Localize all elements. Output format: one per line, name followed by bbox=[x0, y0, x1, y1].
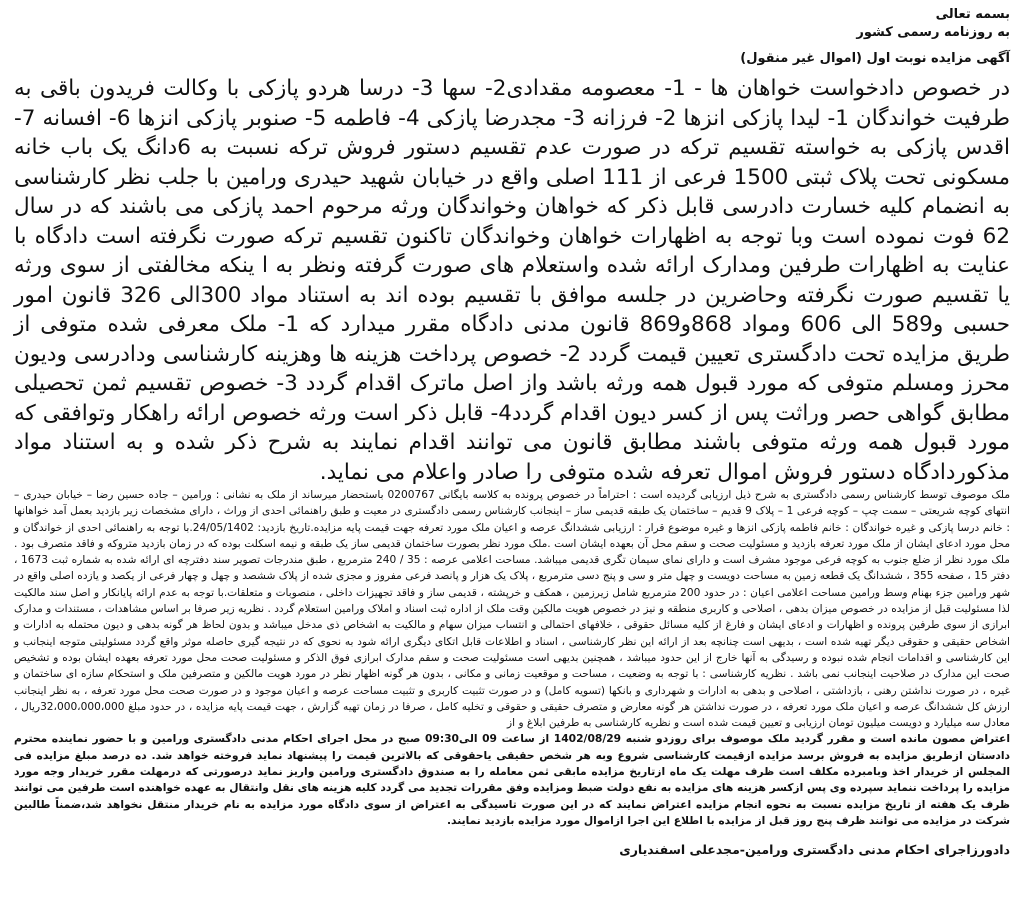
newspaper-address: به روزنامه رسمی کشور bbox=[856, 25, 1010, 40]
signature-line: دادورزاجرای احکام مدنی دادگستری ورامین-مجدعلی اسفندیاری bbox=[619, 842, 1010, 858]
court-ruling-paragraph: در خصوص دادخواست خواهان ها - 1- معصومه مقدادی2- سها 3- درسا هردو پازکی با وکالت فریدون باقی به طرفیت خواندگان 1- لیدا پازکی انزها 2- فرزانه 3- مجدرضا پازکی 4- فاطمه 5- صنوبر پازکی انزها 6- افسانه 7- اقدس پازکی به خواسته تقسیم ترکه در صورت عدم تقسیم دستور فروش ترکه نسبت به 6دانگ یک باب خانه مسکونی تحت پلاک ثبتی 1500 فرعی از 111 اصلی واقع در خیابان شهید حیدری ورامین با جلب نظر کارشناسی به انضمام کلیه خسارت دادرسی قابل ذکر که خواهان وخواندگان ورثه مرحوم احمد پازکی می باشند که در سال 62 فوت نموده است وبا توجه به اظهارات خواهان وخواندگان تاکنون تقسیم ترکه صورت نگرفته است دادگاه با عنایت به اظهارات طرفین ومدارک ارائه شده واستعلام های صورت گرفته ونظر به ا ینکه مخالفتی از سوی ورثه یا تقسیم صورت نگرفته وحاضرین در جلسه موافق با تقسیم بوده اند به استناد مواد 300الی 326 قانون امور حسبی و589 الی 606 ومواد 868و869 قانون مدنی دادگاه مقرر میدارد که 1- ملک معرفی شده متوفی از طریق مزایده تحت دادگستری تعیین قیمت گردد 2- خصوص پرداخت هزینه ها وهزینه کارشناسی ودادرسی ودیون محرز ومسلم متوفی که مورد قبول همه ورثه باشد واز اصل ماترک اقدام گردد 3- خصوص تقسیم ثمن تحصیلی مطابق گواهی حصر وراثت پس از کسر دیون اقدام گردد4- قابل ذکر است ورثه خصوص ارائه راهکار وتوافقی که مورد قبول همه ورثه متوفی باشند مطابق قانون می توانند اقدام نمایند به شرح ذکر شده و به استناد مواد مذکوردادگاه دستور فروش اموال تعرفه شده متوفی را صادر واعلام می نماید. bbox=[14, 76, 1011, 485]
expert-appraisal-paragraph: ملک موصوف توسط کارشناس رسمی دادگستری به شرح ذیل ارزیابی گردیده است : احتراماً در خصوص پرونده به کلاسه بایگانی 0200767 باستحضار میرساند از ملک به نشانی : ورامین – جاده حسین رضا – خیابان حیدری – انتهای کوچه شریعتی – سمت چپ – کوچه فرعی 1 – پلاک 9 قدیم – ساختمان یک طبقه قدیمی ساز – اینجانب کارشناس رسمی دادگستری در معیت و طبق راهنمائی احدی از وراث ، دارای مشخصات زیر بازدید بعمل آمد خواهانها : خانم درسا پازکی و غیره خواندگان : خانم فاطمه پازکی انزها و غیره موضوع قرار : ارزیابی ششدانگ عرصه و اعیان ملک مورد تعرفه جهت قیمت پایه مزایده.تاریخ بازدید: 24/05/1402.با توجه به راهنمائی احدی از خواندگان و محل مورد ادعای ایشان از ملک مورد تعرفه بازدید و مسئولیت صحت و سقم محل آن بعهده ایشان است .ملک مورد نظر بصورت ساختمان قدیمی ساز یک طبقه و نیمه اسکلت بوده که در زمان بازدید متروکه و فاقد متصرف بود . ملک مورد نظر از ضلع جنوب به کوچه فرعی موجود مشرف است و دارای نمای سیمان تگری قدیمی میباشد. مساحت اعلامی عرصه : 35 / 240 مترمربع ، طبق مندرجات تصویر سند دفترچه ای ارائه شده به شماره ثبت 1673 ، دفتر 15 ، صفحه 355 ، ششدانگ یک قطعه زمین به مساحت دویست و چهل متر و سی و پنج دسی مترمربع ، پلاک یک هزار و پانصد فرعی مفروز و مجزی شده از پلاک ششصد و چهل و چهار فرعی از یکصد و یازده اصلی واقع در شهر ورامین جزء بهنام وسط ورامین مساحت اعلامی اعیان : در حدود 200 مترمربع شامل زیرزمین ، همکف و خرپشته ، قدیمی ساز و فاقد تجهیزات داخلی ، منصوبات و متعلقات.با توجه به عدم ارائه پایانکار و اصل سند مالکیت لذا مسئولیت قبل از مزایده در خصوص میزان بدهی ، اصلاحی و کاربری منطقه و نیز در خصوص هویت مالکین وقت ملک از اداره ثبت اسناد و املاک ورامین استعلام گردد . نظریه زیر صرفا بر اساس مشاهدات ، مستندات و مدارک ابرازی از سوی طرفین پرونده و اظهارات و ادعای ایشان و فارغ از کلیه مسائل حقوقی ، خلافهای احتمالی و انتساب میزان سهام و مالکیت به اشخاص ذی مدخل میباشد و بدون لحاظ هر گونه بدهی و دیون محتمله به ادارات و اشخاص حقیقی و حقوقی دیگر تهیه شده است ، بدیهی است چنانچه بعد از ارائه این نظر کارشناسی ، اسناد و اطلاعات قابل اتکای دیگری ارائه شود به نحوی که در نتیجه گیری حاصله موثر واقع گردد مسئولیتی متوجه اینجانب و این کارشناسی و اقدامات انجام شده نبوده و رسیدگی به آنها خارج از این حدود میباشد ، همچنین بدیهی است مسئولیت صحت و سقم مدارک ابرازی فوق الذکر و مسئولیت صحت محل مورد تعرفه بعهده ایشان بوده و تشخیص صحت این مدارک در صلاحیت اینجانب نمی باشد . نظریه کارشناسی : با توجه به وضعیت ، مساحت و موقعیت زمانی و مکانی ، بدون هر گونه اظهار نظر در مورد هویت مالکین و متصرفین ملک و استحکام سازه ای ساختمان و غیره ، در صورت نداشتن رهنی ، بازداشتی ، اصلاحی و بدهی به ادارات و شهرداری و بانکها (تسویه کامل) و در صورت تثبیت کاربری و تثبیت مساحت عرصه و اعیان موجود و در صورت صحت محل مورد تعرفه ، به نظر اینجانب ارزش کل ششدانگ عرصه و اعیان ملک مورد تعرفه ، در صورت نداشتن هر گونه معارض و متصرف حقیقی و حقوقی و تخلیه کامل ، صرفا در زمان تهیه گزارش ، جهت قیمت پایه مزایده ، در حدود مبلغ 32،000،000،000ریال ، معادل سه میلیارد و دویست میلیون تومان ارزیابی و تعیین قیمت شده است و نظریه کارشناسی به طرفین ابلاغ و از bbox=[14, 489, 1010, 730]
bismillah-heading: بسمه تعالی bbox=[935, 7, 1010, 22]
notice-title: آگهی مزایده نوبت اول (اموال غیر منقول) bbox=[740, 51, 1010, 66]
auction-terms-paragraph: اعتراض مصون مانده است و مقرر گردید ملک موصوف برای روزدو شنبه 1402/08/29 از ساعت 09 الی09:30 صبح در محل اجرای احکام مدنی دادگستری ورامین و با حضور نماینده محترم دادستان ازطریق مزایده به فروش برسد مزایده ازقیمت کارشناسی شروع وبه هر شخص حقیقی یاحقوقی که بالاترین قیمت را پیشنهاد نماید فروخته خواهد شد. ده درصد مبلغ مزایده فی المجلس از خریدار اخذ وبامبرده مکلف است ظرف مهلت یک ماه ازتاریخ مزایده مابقی ثمن معامله را به صندوق دادگستری ورامین واریز نماید درصورتی که درمهلت مقرر خریدار وجه مورد مزایده را پرداخت ننماید سپرده وی پس ازکسر هزینه های مزایده به نفع دولت ضبط ومزایده وفق مقررات تجدید می گردد کلیه هزینه های نقل وانتقال به عهده خواهنده است طرفین می توانند ظرف یک هفته از تاریخ مزایده نسبت به نحوه انجام مزایده اعتراض نمایند که در این صورت تاسیدگی به اعتراض از سوی دادگاه مورد مزایده به نام خریدار منتقل نخواهد شد،ضمناً طالبین شرکت در مزایده می توانند ظرف پنج روز قبل از مزایده با اطلاع این اجرا ازاموال مورد مزایده بازدید نمایند. bbox=[14, 732, 1010, 827]
